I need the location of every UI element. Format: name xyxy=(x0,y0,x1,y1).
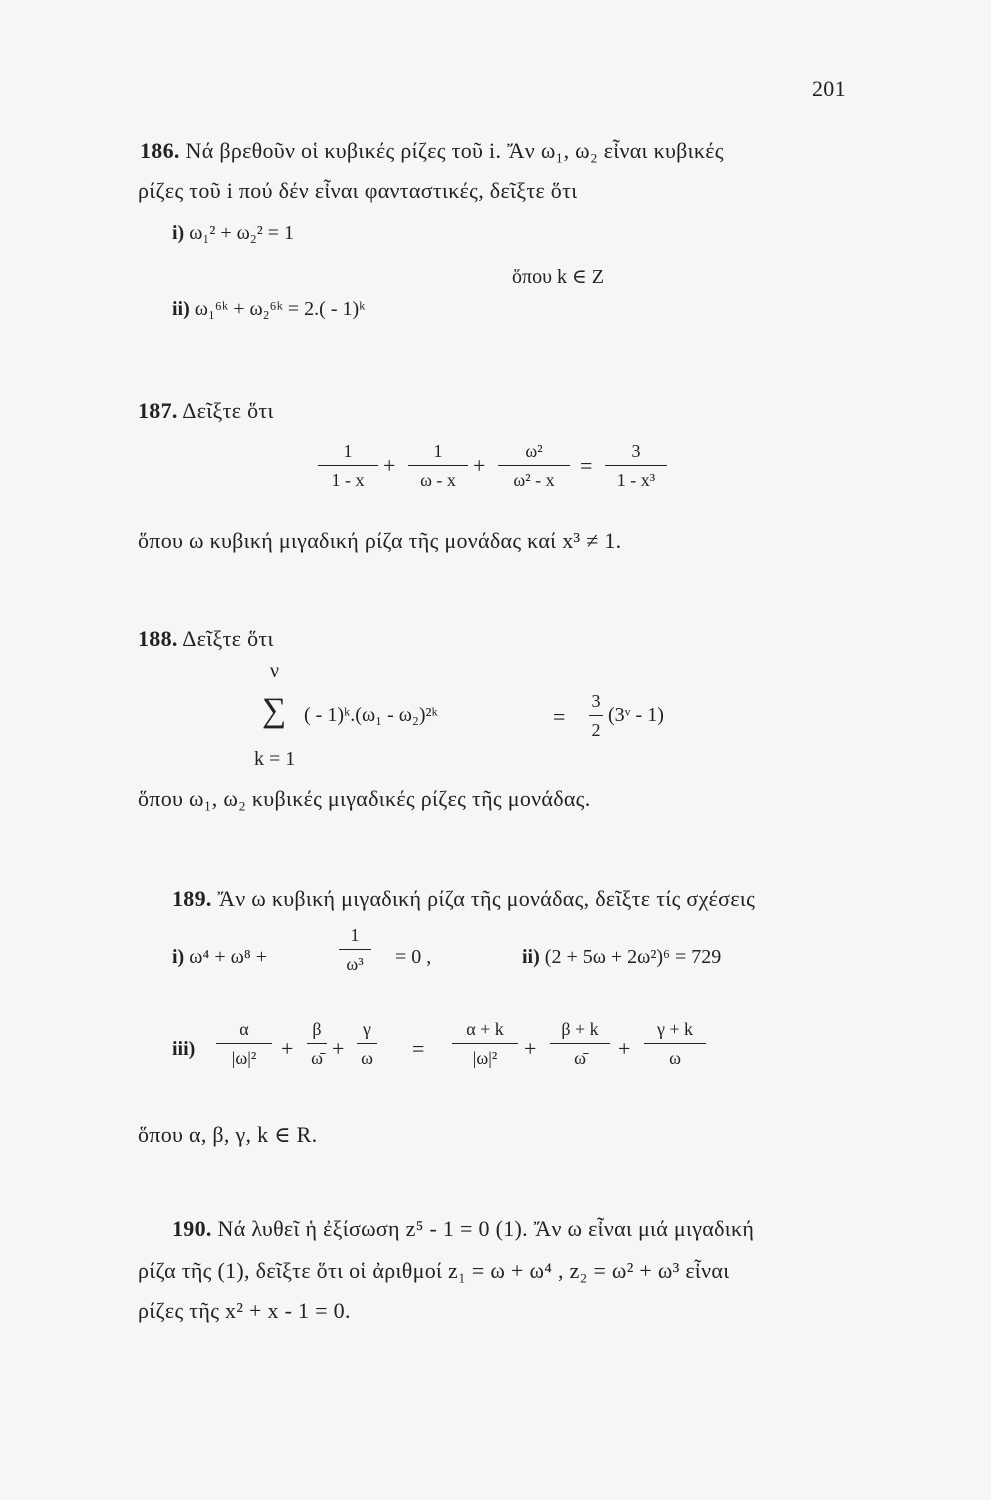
problem-190-line1 xyxy=(172,1216,754,1242)
fraction-alpha-numerator: α xyxy=(239,1019,249,1039)
problem-189-title: Ἄν ω κυβική μιγαδική ρίζα τῆς μονάδας, δεῖξτε τίς σχέσεις xyxy=(217,886,756,911)
problem-190-text-line2: ρίζα τῆς (1), δεῖξτε ὅτι οἱ ἀριθμοί z₁ = ω + ω⁴ , z₂ = ω² + ω³ εἶναι xyxy=(138,1258,730,1283)
part-i-label: i) xyxy=(172,946,185,968)
part-iii-label: iii) xyxy=(172,1038,196,1060)
fraction-bar xyxy=(357,1043,377,1044)
part-i-fraction-numerator: 1 xyxy=(350,925,360,945)
fraction-bar xyxy=(550,1043,610,1044)
problem-186-part-ii xyxy=(172,298,365,321)
fraction-4-numerator: 3 xyxy=(631,441,641,461)
sum-lower-limit: k = 1 xyxy=(254,748,296,770)
fraction-bar xyxy=(605,465,667,466)
fraction-alpha-k xyxy=(452,1018,518,1069)
fraction-bar xyxy=(408,465,468,466)
plus-sign: + xyxy=(383,453,396,478)
sigma-symbol: ∑ xyxy=(262,692,287,729)
fraction-gamma xyxy=(356,1018,378,1069)
fraction-alpha-k-denominator: |ω|² xyxy=(472,1048,498,1069)
equals-sign: = xyxy=(553,704,566,729)
part-i-expression: ω⁴ + ω⁸ + xyxy=(189,946,268,968)
problem-186-text-line2: ρίζες τοῦ i πού δέν εἶναι φανταστικές, δεῖξτε ὅτι xyxy=(138,178,578,203)
problem-187-heading xyxy=(138,398,274,424)
part-ii-label: ii) xyxy=(172,298,190,320)
plus-sign: + xyxy=(473,453,486,478)
part-ii-label: ii) xyxy=(522,946,540,968)
rhs-numerator: 3 xyxy=(591,691,601,711)
problem-187-where: ὅπου ω κυβική μιγαδική ρίζα τῆς μονάδας καί x³ ≠ 1. xyxy=(138,528,622,553)
fraction-bar xyxy=(318,465,378,466)
part-i-label: i) xyxy=(172,222,185,244)
problem-186-part-i xyxy=(172,222,294,245)
fraction-2-denominator: ω - x xyxy=(420,470,456,491)
fraction-3 xyxy=(498,440,570,491)
fraction-alpha-denominator: |ω|² xyxy=(231,1048,257,1069)
plus-sign: + xyxy=(332,1036,345,1061)
problem-186-where: ὅπου k ∈ Z xyxy=(512,266,605,288)
fraction-bar xyxy=(589,715,603,716)
plus-sign: + xyxy=(618,1036,631,1061)
part-ii-expression: ω₁⁶ᵏ + ω₂⁶ᵏ = 2.( - 1)ᵏ xyxy=(194,298,366,320)
problem-186-number: 186. xyxy=(140,138,180,163)
fraction-bar xyxy=(307,1043,327,1044)
fraction-beta-k xyxy=(550,1018,610,1069)
fraction-gamma-k-denominator: ω xyxy=(669,1048,681,1069)
part-i-expression: ω₁² + ω₂² = 1 xyxy=(189,222,295,244)
fraction-alpha xyxy=(216,1018,272,1069)
part-ii-expression: (2 + 5ω + 2ω²)⁶ = 729 xyxy=(544,946,722,968)
problem-188-title: Δεῖξτε ὅτι xyxy=(182,626,274,651)
problem-190-text-line3: ρίζες τῆς x² + x - 1 = 0. xyxy=(138,1298,351,1323)
problem-189-part-i xyxy=(172,946,267,969)
problem-189-number: 189. xyxy=(172,886,212,911)
fraction-beta-denominator: ω̄ xyxy=(311,1048,323,1069)
plus-sign: + xyxy=(524,1036,537,1061)
problem-186-text-line1: Νά βρεθοῦν οἱ κυβικές ρίζες τοῦ i. Ἄν ω₁, ω₂ εἶναι κυβικές xyxy=(185,138,724,163)
part-i-fraction-denominator: ω³ xyxy=(346,954,364,975)
fraction-gamma-k-numerator: γ + k xyxy=(656,1019,694,1039)
fraction-gamma-k xyxy=(644,1018,706,1069)
fraction-4 xyxy=(605,440,667,491)
sum-upper-limit: ν xyxy=(270,660,280,682)
fraction-1 xyxy=(318,440,378,491)
fraction-beta xyxy=(306,1018,328,1069)
problem-189-part-ii xyxy=(522,946,721,969)
fraction-2-numerator: 1 xyxy=(433,441,443,461)
problem-190-text-line1: Νά λυθεῖ ἡ ἐξίσωση z⁵ - 1 = 0 (1). Ἄν ω εἶναι μιά μιγαδική xyxy=(217,1216,755,1241)
fraction-beta-numerator: β xyxy=(312,1019,322,1039)
rhs-tail: (3ᵛ - 1) xyxy=(608,704,664,726)
page-number: 201 xyxy=(812,76,846,101)
part-i-fraction xyxy=(338,924,372,975)
fraction-bar xyxy=(339,949,371,950)
fraction-bar xyxy=(644,1043,706,1044)
plus-sign: + xyxy=(281,1036,294,1061)
problem-187-title: Δεῖξτε ὅτι xyxy=(182,398,274,423)
fraction-3-denominator: ω² - x xyxy=(513,470,555,491)
fraction-alpha-k-numerator: α + k xyxy=(466,1019,504,1039)
problem-187-number: 187. xyxy=(138,398,178,423)
rhs-denominator: 2 xyxy=(591,720,601,741)
fraction-1-denominator: 1 - x xyxy=(331,470,365,491)
equals-sign: = xyxy=(412,1036,425,1061)
problem-188-heading xyxy=(138,626,274,652)
problem-189-heading xyxy=(172,886,755,912)
problem-188-where: ὅπου ω₁, ω₂ κυβικές μιγαδικές ρίζες τῆς μονάδας. xyxy=(138,786,591,811)
problem-189-where: ὅπου α, β, γ, k ∈ R. xyxy=(138,1122,318,1147)
fraction-gamma-denominator: ω xyxy=(361,1048,373,1069)
fraction-1-numerator: 1 xyxy=(343,441,353,461)
equals-sign: = xyxy=(580,453,593,478)
rhs-fraction xyxy=(587,690,605,741)
fraction-bar xyxy=(498,465,570,466)
problem-186-line1 xyxy=(140,138,724,164)
fraction-beta-k-numerator: β + k xyxy=(561,1019,599,1039)
fraction-bar xyxy=(452,1043,518,1044)
fraction-3-numerator: ω² xyxy=(525,441,543,461)
problem-188-number: 188. xyxy=(138,626,178,651)
fraction-gamma-numerator: γ xyxy=(363,1019,371,1039)
sum-expression: ( - 1)ᵏ.(ω₁ - ω₂)²ᵏ xyxy=(304,704,438,726)
fraction-bar xyxy=(216,1043,272,1044)
fraction-2 xyxy=(408,440,468,491)
fraction-4-denominator: 1 - x³ xyxy=(616,470,656,491)
part-i-tail: = 0 , xyxy=(395,946,432,968)
fraction-beta-k-denominator: ω̄ xyxy=(574,1048,586,1069)
problem-190-number: 190. xyxy=(172,1216,212,1241)
